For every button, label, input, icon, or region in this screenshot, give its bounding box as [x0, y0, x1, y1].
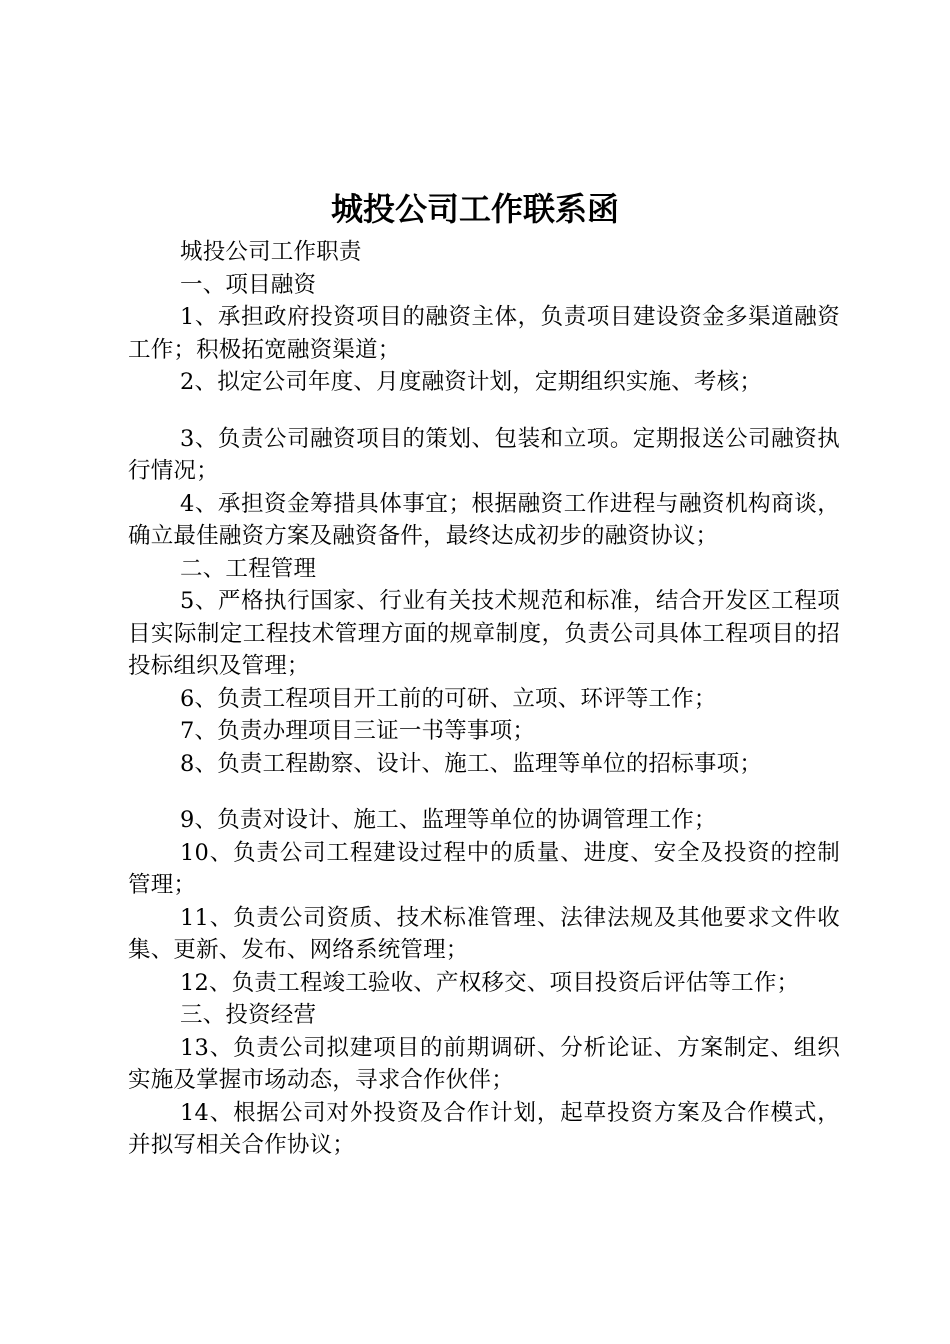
- list-item: 7、负责办理项目三证一书等事项；: [180, 718, 536, 744]
- list-item: 2、拟定公司年度、月度融资计划，定期组织实施、考核；: [180, 369, 763, 395]
- list-item: 8、负责工程勘察、设计、施工、监理等单位的招标事项；: [180, 750, 763, 777]
- list-item: 10、负责公司工程建设过程中的质量、进度、安全及投资的控制管理；: [128, 839, 840, 898]
- section-heading: 城投公司工作职责: [180, 239, 362, 265]
- section-heading: 二、工程管理: [180, 555, 317, 582]
- paragraph-gap: [128, 399, 840, 423]
- list-item: 5、严格执行国家、行业有关技术规范和标准，结合开发区工程项目实际制定工程技术管理方面的规章制度，负责公司具体工程项目的招投标组织及管理；: [128, 588, 840, 679]
- document-body: [128, 236, 840, 1162]
- list-item: 3、负责公司融资项目的策划、包装和立项。定期报送公司融资执行情况；: [128, 425, 840, 484]
- section-heading: 一、项目融资: [180, 271, 317, 298]
- list-item: 9、负责对设计、施工、监理等单位的协调管理工作；: [180, 807, 717, 833]
- document-title: 城投公司工作联系函: [330, 190, 619, 228]
- list-item: 14、根据公司对外投资及合作计划，起草投资方案及合作模式，并拟写相关合作协议；: [128, 1099, 840, 1158]
- list-item: 12、负责工程竣工验收、产权移交、项目投资后评估等工作；: [180, 969, 800, 996]
- list-item: 1、承担政府投资项目的融资主体，负责项目建设资金多渠道融资工作；积极拓宽融资渠道；: [128, 304, 840, 363]
- paragraph-gap: [128, 780, 840, 804]
- list-item: 4、承担资金筹措具体事宜；根据融资工作进程与融资机构商谈，确立最佳融资方案及融资备件，最终达成初步的融资协议；: [128, 490, 840, 549]
- list-item: 11、负责公司资质、技术标准管理、法律法规及其他要求文件收集、更新、发布、网络系统管理；: [128, 904, 840, 963]
- list-item: 13、负责公司拟建项目的前期调研、分析论证、方案制定、组织实施及掌握市场动态，寻求合作伙伴；: [128, 1034, 840, 1093]
- list-item: 6、负责工程项目开工前的可研、立项、环评等工作；: [180, 685, 717, 712]
- section-heading: 三、投资经营: [180, 1002, 317, 1028]
